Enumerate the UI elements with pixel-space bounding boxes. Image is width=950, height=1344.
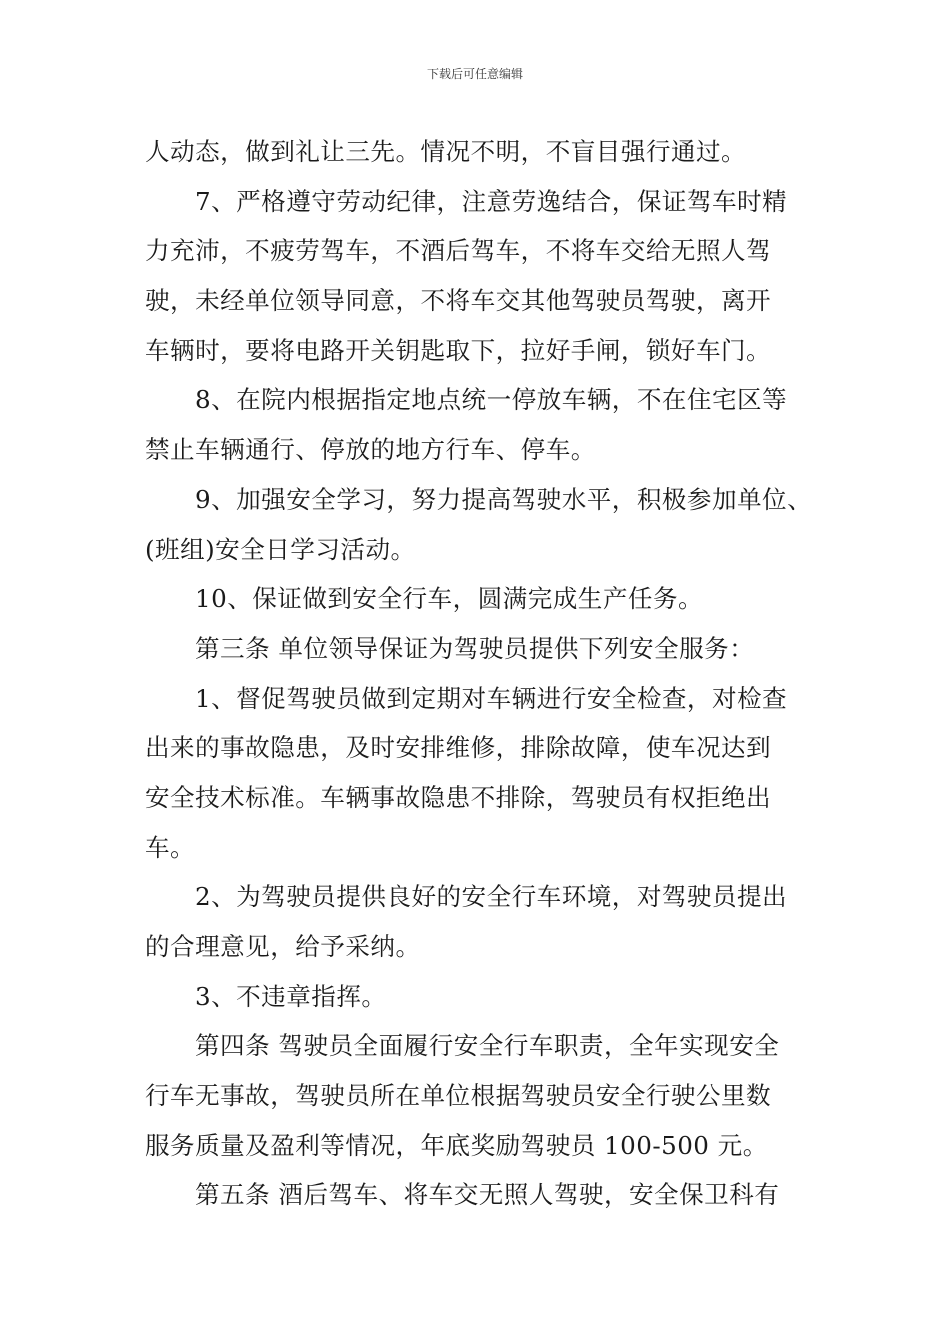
- text-line: 10、保证做到安全行车，圆满完成生产任务。: [195, 584, 704, 614]
- text-line: 的合理意见，给予采纳。: [145, 932, 421, 961]
- document-body: [145, 127, 815, 1220]
- text-line: 1、督促驾驶员做到定期对车辆进行安全检查，对检查: [195, 683, 788, 713]
- text-line: (班组)安全日学习活动。: [145, 534, 416, 564]
- text-line: 3、不违章指挥。: [195, 981, 387, 1011]
- text-line: 第三条 单位领导保证为驾驶员提供下列安全服务：: [195, 633, 755, 663]
- text-line: 禁止车辆通行、停放的地方行车、停车。: [145, 435, 596, 465]
- text-line: 8、在院内根据指定地点统一停放车辆，不在住宅区等: [195, 385, 788, 415]
- text-line: 9、加强安全学习，努力提高驾驶水平，积极参加单位、: [195, 484, 813, 514]
- text-line: 行车无事故，驾驶员所在单位根据驾驶员安全行驶公里数: [145, 1081, 772, 1111]
- text-line: 力充沛，不疲劳驾车，不酒后驾车，不将车交给无照人驾: [145, 236, 772, 266]
- text-line: 人动态，做到礼让三先。情况不明，不盲目强行通过。: [145, 137, 747, 166]
- text-line: 车。: [145, 832, 196, 862]
- page-header: 下载后可任意编辑: [426, 67, 523, 81]
- text-line: 驶，未经单位领导同意，不将车交其他驾驶员驾驶，离开: [145, 286, 772, 316]
- text-line: 7、严格遵守劳动纪律，注意劳逸结合，保证驾车时精: [195, 186, 788, 216]
- text-line: 第四条 驾驶员全面履行安全行车职责，全年实现安全: [195, 1031, 780, 1061]
- text-line: 第五条 酒后驾车、将车交无照人驾驶，安全保卫科有: [195, 1180, 780, 1210]
- text-line: 2、为驾驶员提供良好的安全行车环境，对驾驶员提出: [195, 882, 788, 912]
- text-line: 服务质量及盈利等情况，年底奖励驾驶员 100-500 元。: [145, 1130, 768, 1160]
- text-line: 出来的事故隐患，及时安排维修，排除故障，使车况达到: [145, 733, 772, 763]
- text-line: 车辆时，要将电路开关钥匙取下，拉好手闸，锁好车门。: [145, 335, 772, 365]
- text-line: 安全技术标准。车辆事故隐患不排除，驾驶员有权拒绝出: [145, 782, 772, 812]
